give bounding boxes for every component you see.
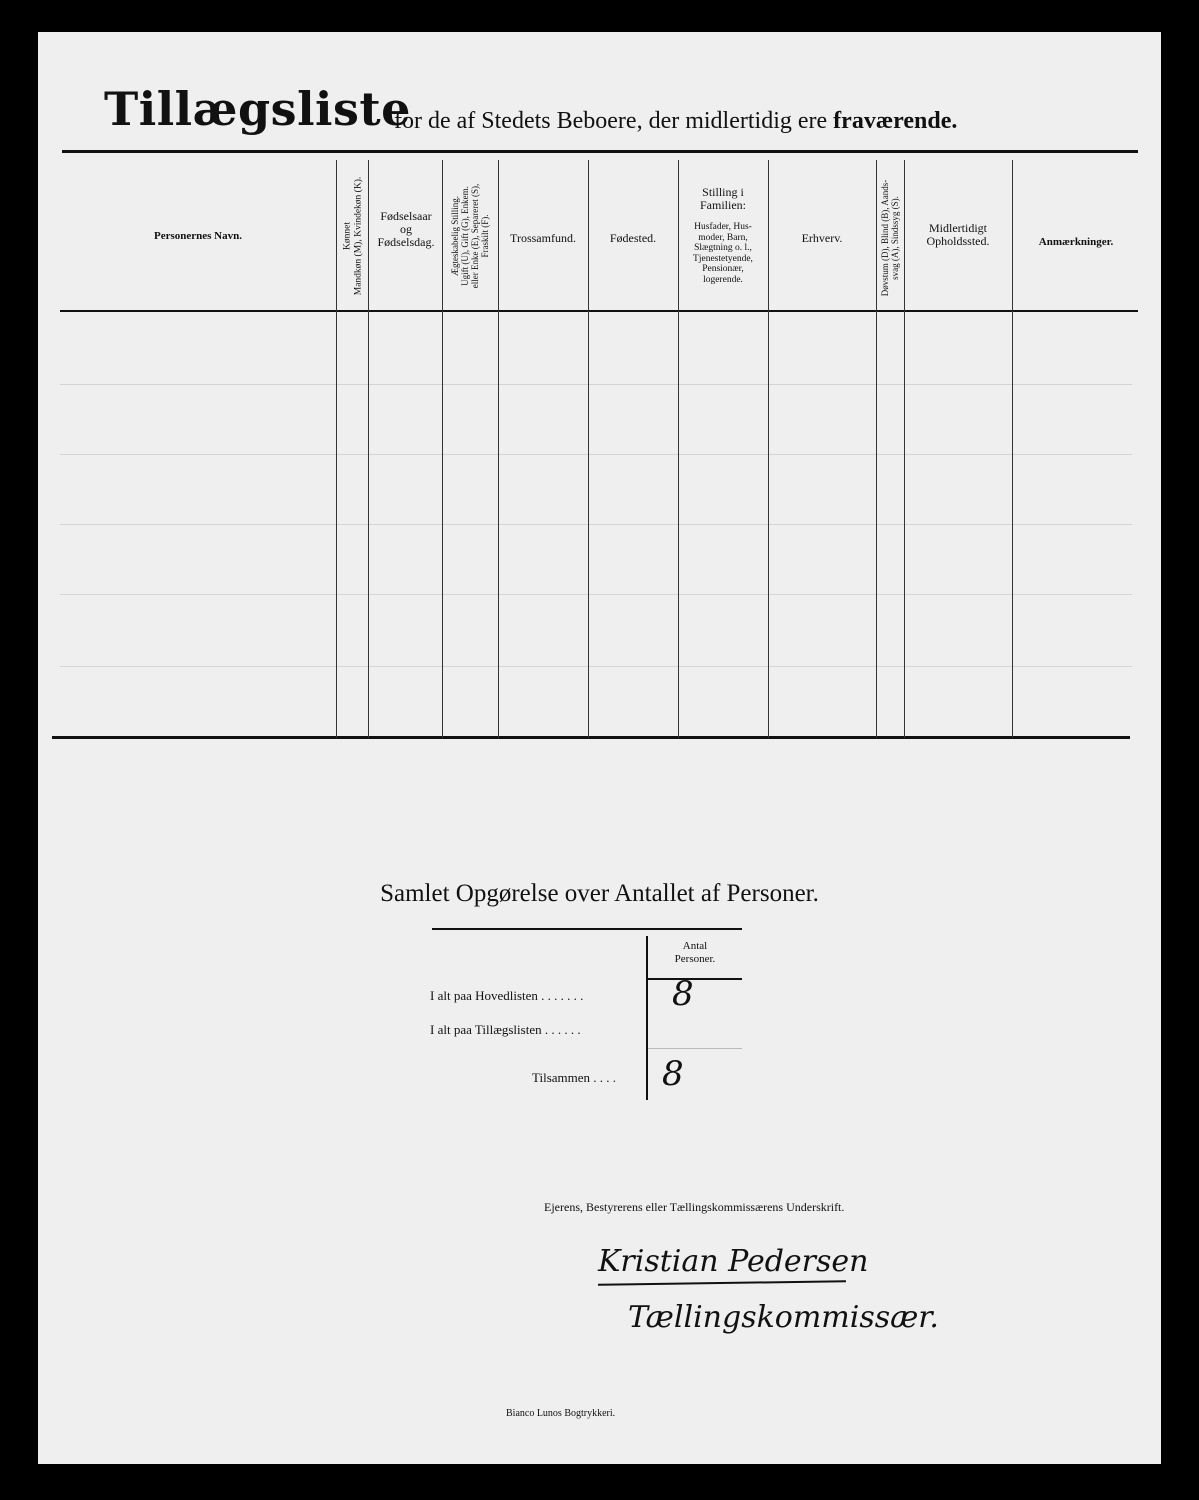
summary-tillaegslisten-label: I alt paa Tillægslisten . . . . . . <box>430 1022 581 1037</box>
census-sheet <box>38 32 1161 1464</box>
header-erhverv: Erhverv. <box>801 231 843 245</box>
header-trossamfund: Trossamfund. <box>510 231 576 245</box>
summary-col-header: Antal Personer. <box>674 940 716 965</box>
col-divider <box>498 160 499 738</box>
form-subtitle-text: for de af Stedets Beboere, der midlertidig ere <box>394 108 828 134</box>
table-bottom-rule <box>52 736 1130 739</box>
col-divider <box>442 160 443 738</box>
signature-role: Tællingskommissær. <box>628 1300 939 1335</box>
col-divider <box>1012 160 1013 738</box>
form-subtitle-bold: fraværende. <box>833 108 958 134</box>
summary-header-rule <box>648 978 742 980</box>
header-fodested: Fødested. <box>609 231 657 245</box>
header-aegteskab: Ægteskabelig Stilling. Ugift (U), Gift (G), Enkem. eller Enke (E), Separeret (S), Fraskilt (F). <box>450 183 490 289</box>
table-row-line <box>60 524 1132 525</box>
col-divider <box>588 160 589 738</box>
table-top-rule <box>62 150 1138 153</box>
header-fodselsaar: Fødselsaar og Fødselsdag. <box>377 209 435 249</box>
header-midlertidigt: Midlertidigt Opholdssted. <box>926 221 990 248</box>
col-divider <box>768 160 769 738</box>
signature-name: Kristian Pedersen <box>598 1244 869 1279</box>
table-row-line <box>60 666 1132 667</box>
header-dovstum: Døvstum (D), Blind (B), Aands- svag (A), Sindssyg (S). <box>880 179 900 297</box>
header-konnet: Kønnet Mandkøn (M), Kvindekøn (K). <box>342 176 363 296</box>
col-divider <box>368 160 369 738</box>
summary-top-rule <box>432 928 742 930</box>
form-title: Tillægsliste <box>104 82 411 136</box>
col-divider <box>876 160 877 738</box>
header-stilling-detail: Husfader, Hus- moder, Barn, Slægtning o. l., Tjenestetyende, Pensionær, logerende. <box>693 222 753 285</box>
table-row-line <box>60 594 1132 595</box>
header-navn: Personernes Navn. <box>154 230 242 242</box>
header-anmaerkninger: Anmærkninger. <box>1038 236 1114 248</box>
summary-divider <box>646 936 648 1100</box>
table-row-line <box>60 384 1132 385</box>
form-subtitle <box>394 108 957 135</box>
table-header-rule <box>60 310 1138 312</box>
summary-hovedlisten-label: I alt paa Hovedlisten . . . . . . . <box>430 988 584 1003</box>
summary-tilsammen-value: 8 <box>662 1054 684 1094</box>
summary-tilsammen-label: Tilsammen . . . . <box>532 1070 617 1085</box>
summary-row-line <box>648 1048 742 1049</box>
printer-imprint: Bianco Lunos Bogtrykkeri. <box>506 1408 616 1419</box>
signature-underline <box>598 1280 846 1285</box>
summary-hovedlisten-value: 8 <box>672 974 694 1014</box>
signature-caption: Ejerens, Bestyrerens eller Tællingskommissærens Underskrift. <box>544 1200 845 1214</box>
summary-title: Samlet Opgørelse over Antallet af Personer. <box>380 880 819 907</box>
table-row-line <box>60 454 1132 455</box>
col-divider <box>336 160 337 738</box>
header-stilling: Stilling i Familien: <box>700 185 746 212</box>
col-divider <box>904 160 905 738</box>
col-divider <box>678 160 679 738</box>
